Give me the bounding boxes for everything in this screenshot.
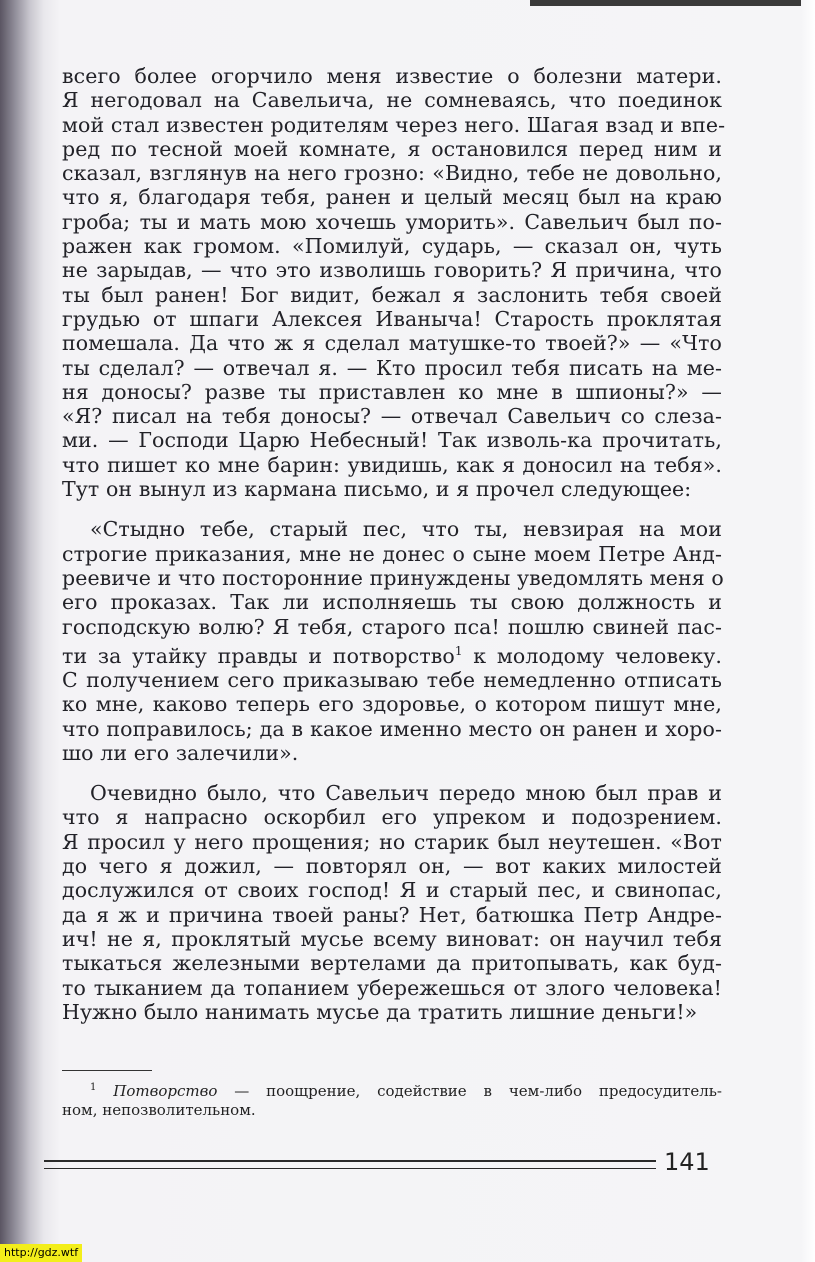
text-line: тыкаться железными вертелами да притопывать, как буд- xyxy=(62,951,722,976)
text-line: его проказах. Так ли исполняешь ты свою должность и xyxy=(62,590,722,615)
text-line: господскую волю? Я тебя, старого пса! пошлю свиней пас- xyxy=(62,614,722,639)
footnote-line xyxy=(62,1078,722,1101)
bottom-rule xyxy=(44,1160,656,1169)
page-top-edge xyxy=(530,0,815,6)
footnote xyxy=(62,1078,722,1120)
footnote-text: — поощрение, содействие в чем-либо предосудитель- xyxy=(217,1082,722,1100)
paragraph-2-letter xyxy=(62,517,722,541)
paragraph-2-letter-body xyxy=(62,542,722,766)
text-line: что я напрасно оскорбил его упреком и подозрением. xyxy=(62,805,722,830)
footnote-marker: 1 xyxy=(454,643,463,658)
footnote-line: ном, непозволительном. xyxy=(62,1101,256,1119)
main-text xyxy=(62,64,726,1024)
text-line: ми. — Господи Царю Небесный! Так изволь-ка прочитать, xyxy=(62,428,722,453)
footnote-number: 1 xyxy=(90,1082,97,1093)
text-line: Тут он вынул из кармана письмо, и я прочел следующее: xyxy=(62,477,692,502)
text-line: то тыканием да топанием убережешься от злого человека! xyxy=(62,975,722,1000)
text-line: что поправилось; да в какое именно место он ранен и хоро- xyxy=(62,716,722,741)
text-line: что я, благодаря тебя, ранен и целый месяц был на краю xyxy=(62,185,722,210)
text-line: что пишет ко мне барин: увидишь, как я доносил на тебя». xyxy=(62,452,722,477)
paragraph-gap xyxy=(62,501,722,517)
text-fragment: ти за утайку правды и потворство xyxy=(62,643,455,668)
text-line: шо ли его залечили». xyxy=(62,740,299,765)
text-line: да я ж и причина твоей раны? Нет, батюшка Петр Андре- xyxy=(62,902,722,927)
text-line: «Я? писал на тебя доносы? — отвечал Савельич со слеза- xyxy=(62,404,722,429)
footnote-term: Потворство xyxy=(113,1082,218,1100)
paragraph-gap xyxy=(62,765,722,781)
text-line: ич! не я, проклятый мусье всему виноват: он научил тебя xyxy=(62,926,722,951)
text-line: до чего я дожил, — повторял он, — вот каких милостей xyxy=(62,854,722,879)
text-line: реевиче и что посторонние принуждены уведомлять меня о xyxy=(62,565,724,590)
text-line: грудью от шпаги Алексея Иваныча! Старость проклятая xyxy=(62,306,722,331)
text-line: Я просил у него прощения; но старик был неутешен. «Вот xyxy=(62,829,722,854)
text-line: Нужно было нанимать мусье да тратить лишние деньги!» xyxy=(62,999,698,1024)
text-line: сказал, взглянув на него грозно: «Видно, тебе не довольно, xyxy=(62,161,722,186)
text-line: помешала. Да что ж я сделал матушке-то твоей?» — «Что xyxy=(62,331,722,356)
text-line: дослужился от своих господ! Я и старый пес, и свинопас, xyxy=(62,878,722,903)
text-line: всего более огорчило меня известие о болезни матери. xyxy=(62,64,722,88)
text-line: мой стал известен родителям через него. Шагая взад и впе- xyxy=(62,112,726,137)
text-line: Очевидно было, что Савельич передо мною был прав и xyxy=(90,781,722,806)
text-line: «Стыдно тебе, старый пес, что ты, невзирая на мои xyxy=(90,517,722,542)
text-line: ты был ранен! Бог видит, бежал я заслонить тебя своей xyxy=(62,282,722,307)
text-line: ражен как громом. «Помилуй, сударь, — сказал он, чуть xyxy=(62,234,722,259)
text-line: С получением сего приказываю тебе немедленно отписать xyxy=(62,667,722,692)
page-number: 141 xyxy=(664,1148,710,1176)
text-line-with-footnote xyxy=(62,639,722,668)
paragraph-3 xyxy=(62,781,722,1024)
text-line: Я негодовал на Савельича, не сомневаясь, что поединок xyxy=(62,88,722,113)
text-line: не зарыдав, — что это изволишь говорить? Я причина, что xyxy=(62,258,722,283)
watermark-link[interactable]: http://gdz.wtf xyxy=(0,1244,82,1262)
text-fragment: к молодому человеку. xyxy=(462,643,723,668)
text-line: строгие приказания, мне не донес о сыне моем Петре Анд- xyxy=(62,541,722,566)
paragraph-1 xyxy=(62,64,726,502)
text-line: гроба; ты и мать мою хочешь уморить». Савельич был по- xyxy=(62,209,722,234)
text-line: ты сделал? — отвечал я. — Кто просил тебя писать на ме- xyxy=(62,355,722,380)
footnote-separator xyxy=(62,1070,152,1071)
page-right-margin xyxy=(801,0,815,1262)
text-line: ред по тесной моей комнате, я остановился перед ним и xyxy=(62,136,722,161)
text-line: ня доносы? разве ты приставлен ко мне в шпионы?» — xyxy=(62,379,722,404)
text-line: ко мне, каково теперь его здоровье, о котором пишут мне, xyxy=(62,692,722,717)
